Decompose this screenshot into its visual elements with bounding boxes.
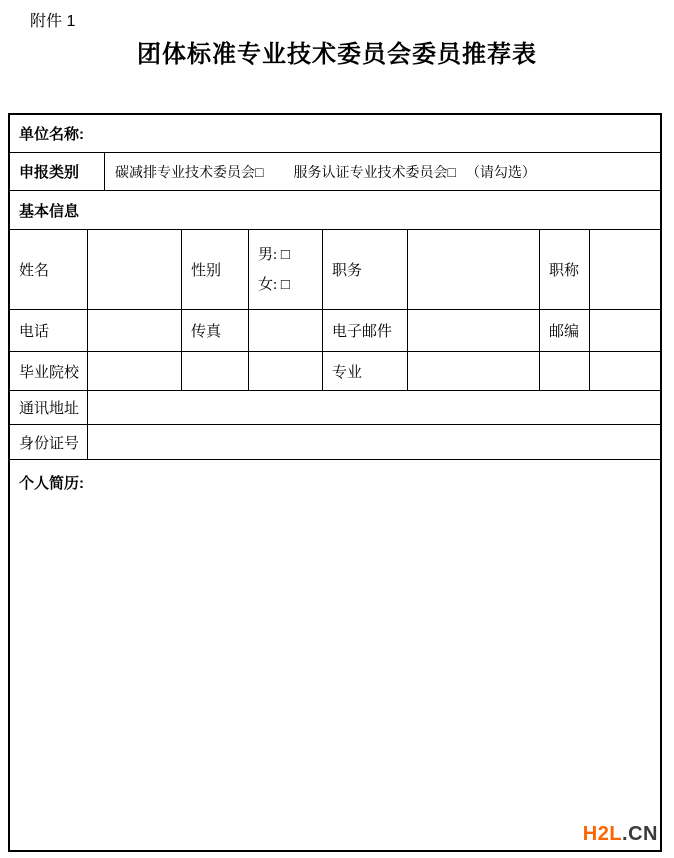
school-label: 毕业院校 <box>10 352 88 390</box>
id-number-row <box>10 425 660 460</box>
phone-value-cell <box>88 310 182 351</box>
position-value-cell <box>408 230 540 309</box>
address-value-cell <box>88 391 660 424</box>
name-value-cell <box>88 230 182 309</box>
basic-info-section-row <box>10 191 660 230</box>
category-options-cell <box>105 153 660 190</box>
title-label: 职称 <box>540 230 590 309</box>
school-extra-cell-1 <box>182 352 249 390</box>
category-row <box>10 153 660 191</box>
name-row <box>10 230 660 310</box>
basic-info-section-label: 基本信息 <box>19 202 80 220</box>
unit-name-row <box>10 115 660 153</box>
fax-value-cell <box>249 310 323 351</box>
watermark-primary: H2L <box>582 823 623 845</box>
recommendation-form-table <box>8 113 662 852</box>
title-value-cell <box>590 230 660 309</box>
resume-label: 个人简历: <box>19 475 84 492</box>
gender-label: 性别 <box>182 230 249 309</box>
category-option-carbon: 碳减排专业技术委员会□ <box>115 165 264 181</box>
unit-name-label: 单位名称: <box>19 126 84 143</box>
watermark <box>583 823 658 846</box>
id-number-label: 身份证号 <box>10 425 88 459</box>
category-option-service: 服务认证专业技术委员会□ <box>293 165 456 181</box>
school-extra-cell-2 <box>249 352 323 390</box>
gender-female-option: 女: □ <box>258 276 290 293</box>
address-label: 通讯地址 <box>10 391 88 424</box>
email-value-cell <box>408 310 540 351</box>
category-label: 申报类别 <box>10 153 105 190</box>
major-extra-cell-1 <box>540 352 590 390</box>
phone-label: 电话 <box>10 310 88 351</box>
gender-male-option: 男: □ <box>258 246 290 263</box>
phone-row <box>10 310 660 352</box>
id-number-value-cell <box>88 425 660 459</box>
position-label: 职务 <box>323 230 408 309</box>
resume-row <box>10 460 660 850</box>
watermark-secondary: .CN <box>622 823 658 845</box>
postcode-value-cell <box>590 310 660 351</box>
category-note: （请勾选） <box>465 165 536 181</box>
attachment-label: 附件 1 <box>30 13 76 30</box>
postcode-label: 邮编 <box>540 310 590 351</box>
school-row <box>10 352 660 391</box>
name-label: 姓名 <box>10 230 88 309</box>
fax-label: 传真 <box>182 310 249 351</box>
school-value-cell <box>88 352 182 390</box>
email-label: 电子邮件 <box>323 310 408 351</box>
major-extra-cell-2 <box>590 352 660 390</box>
major-value-cell <box>408 352 540 390</box>
major-label: 专业 <box>323 352 408 390</box>
page-title: 团体标准专业技术委员会委员推荐表 <box>137 41 537 68</box>
gender-options-cell <box>249 230 323 309</box>
address-row <box>10 391 660 425</box>
